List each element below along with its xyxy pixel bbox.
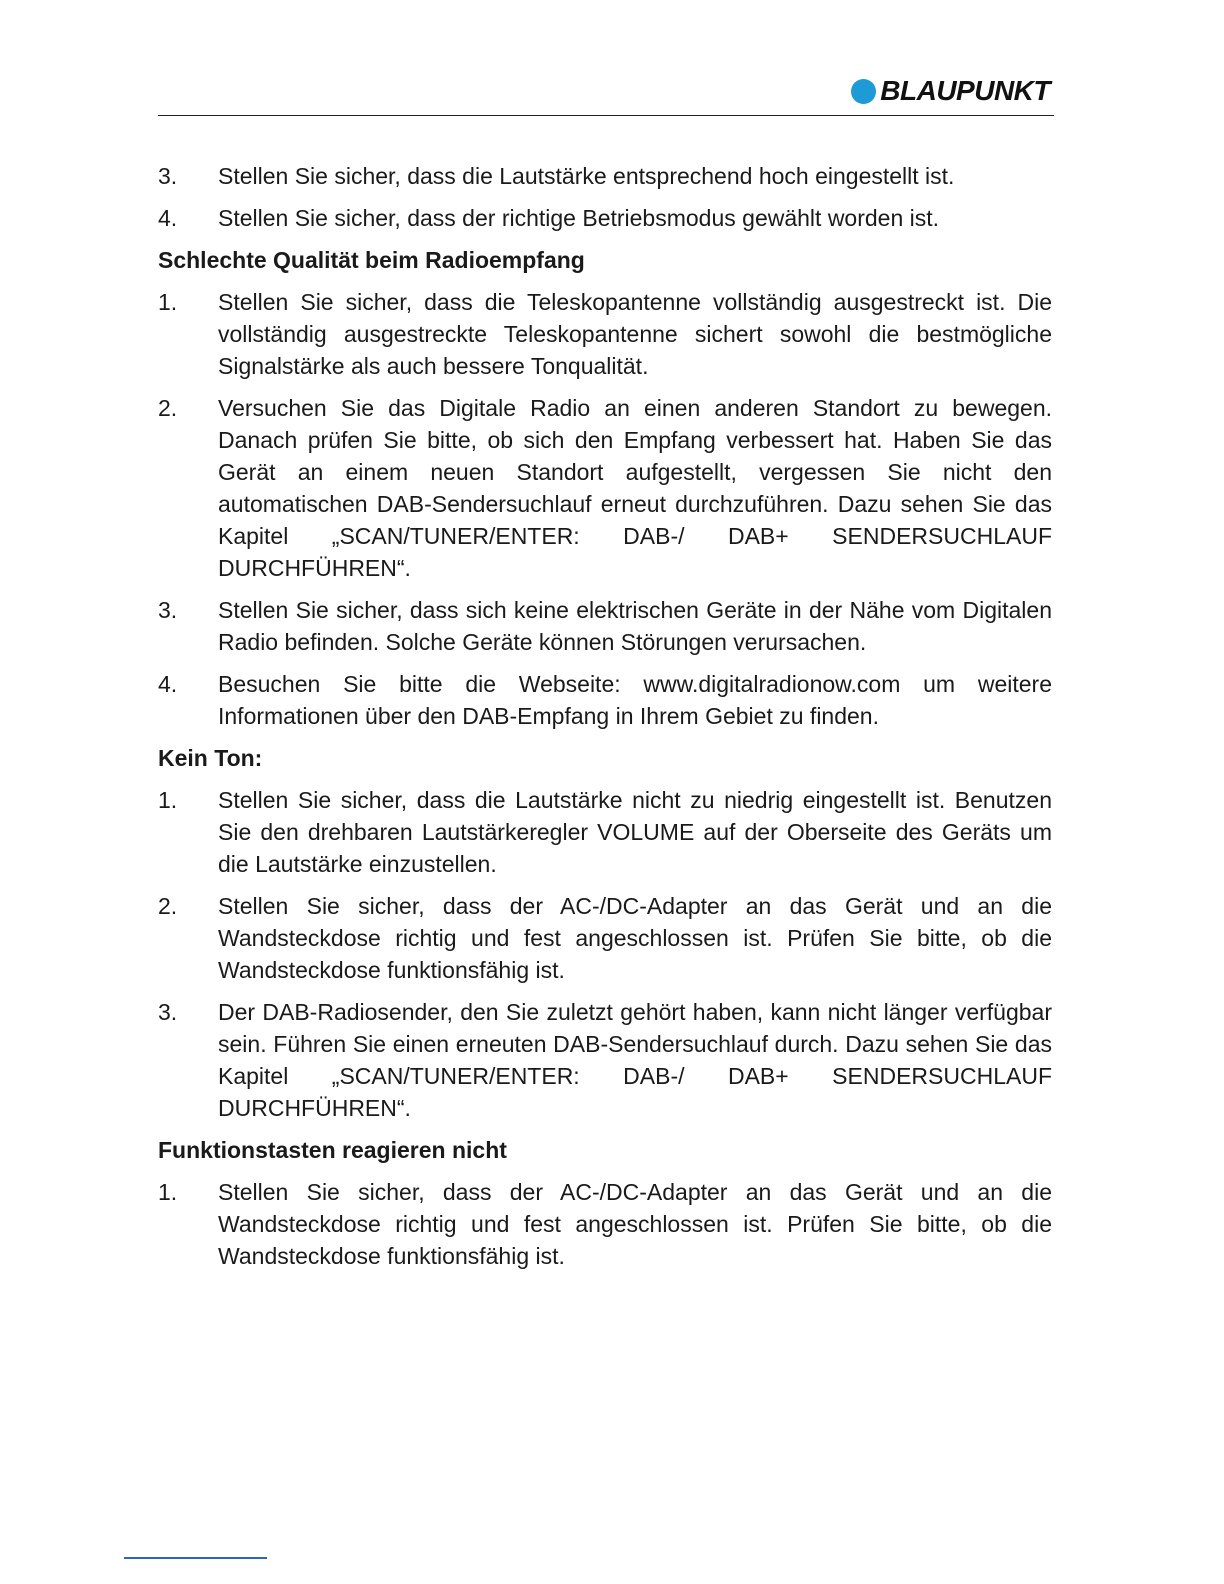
list-item <box>158 594 1052 658</box>
list-item-text: Stellen Sie sicher, dass der richtige Betriebsmodus gewählt worden ist. <box>218 205 940 231</box>
list-item <box>158 668 1052 732</box>
list-item-number: 4. <box>158 671 178 697</box>
list-item-text: Besuchen Sie bitte die Webseite: www.digitalradionow.com um weitere Informationen über den DAB-Empfang in Ihrem Gebiet zu finden. <box>218 671 1052 729</box>
list-item-number: 3. <box>158 999 178 1025</box>
list-item <box>158 890 1052 986</box>
list-item-number: 1. <box>158 289 178 315</box>
footer-divider <box>124 1557 267 1559</box>
list-item <box>158 392 1052 584</box>
brand-logo <box>851 76 1050 106</box>
list-item-text: Versuchen Sie das Digitale Radio an einen anderen Standort zu bewegen. Danach prüfen Sie bitte, ob sich den Empfang verbessert hat. Haben Sie das Gerät an einem neuen Standort aufgestellt, vergessen Sie nicht den automatischen DAB-Sendersuchlauf erneut durchzuführen. Dazu sehen Sie das Kapitel „SCAN/TUNER/ENTER: DAB-/ DAB+ SENDERSUCHLAUF DURCHFÜHREN“. <box>218 395 1052 581</box>
list-item <box>158 160 1052 192</box>
section <box>158 160 1052 234</box>
list-item-text: Stellen Sie sicher, dass die Teleskopantenne vollständig ausgestreckt ist. Die vollständig ausgestreckte Teleskopantenne sichert sowohl die bestmögliche Signalstärke als auch bessere Tonqualität. <box>218 289 1052 379</box>
brand-name: BLAUPUNKT <box>880 75 1050 106</box>
list-item-text: Stellen Sie sicher, dass der AC-/DC-Adapter an das Gerät und an die Wandsteckdose richtig und fest angeschlossen ist. Prüfen Sie bitte, ob die Wandsteckdose funktionsfähig ist. <box>218 893 1052 983</box>
list-item-text: Stellen Sie sicher, dass sich keine elektrischen Geräte in der Nähe vom Digitalen Radio befinden. Solche Geräte können Störungen verursachen. <box>218 597 1052 655</box>
document-body <box>158 160 1052 1282</box>
list-item-text: Stellen Sie sicher, dass die Lautstärke nicht zu niedrig eingestellt ist. Benutzen Sie den drehbaren Lautstärkeregler VOLUME auf der Oberseite des Geräts um die Lautstärke einzustellen. <box>218 787 1052 877</box>
list-item-number: 3. <box>158 597 178 623</box>
list-item-number: 2. <box>158 395 178 421</box>
list-item <box>158 202 1052 234</box>
list-item-number: 1. <box>158 787 178 813</box>
section-heading: Schlechte Qualität beim Radioempfang <box>158 247 585 273</box>
list-item-text: Stellen Sie sicher, dass der AC-/DC-Adapter an das Gerät und an die Wandsteckdose richtig und fest angeschlossen ist. Prüfen Sie bitte, ob die Wandsteckdose funktionsfähig ist. <box>218 1179 1052 1269</box>
list-item <box>158 996 1052 1124</box>
brand-dot-icon <box>851 79 876 104</box>
list-item-text: Der DAB-Radiosender, den Sie zuletzt gehört haben, kann nicht länger verfügbar sein. Führen Sie einen erneuten DAB-Sendersuchlauf durch. Dazu sehen Sie das Kapitel „SCAN/TUNER/ENTER: DAB-/ DAB+ SENDERSUCHLAUF DURCHFÜHREN“. <box>218 999 1052 1121</box>
list-item <box>158 286 1052 382</box>
list-item-number: 2. <box>158 893 178 919</box>
list-item-text: Stellen Sie sicher, dass die Lautstärke entsprechend hoch eingestellt ist. <box>218 163 955 189</box>
section <box>158 742 1052 1124</box>
section-heading: Kein Ton: <box>158 745 263 771</box>
section <box>158 1134 1052 1272</box>
list-item-number: 4. <box>158 205 178 231</box>
section-heading: Funktionstasten reagieren nicht <box>158 1137 507 1163</box>
list-item <box>158 1176 1052 1272</box>
list-item-number: 3. <box>158 163 178 189</box>
list-item-number: 1. <box>158 1179 178 1205</box>
list-item <box>158 784 1052 880</box>
section <box>158 244 1052 732</box>
page-header <box>158 70 1054 116</box>
